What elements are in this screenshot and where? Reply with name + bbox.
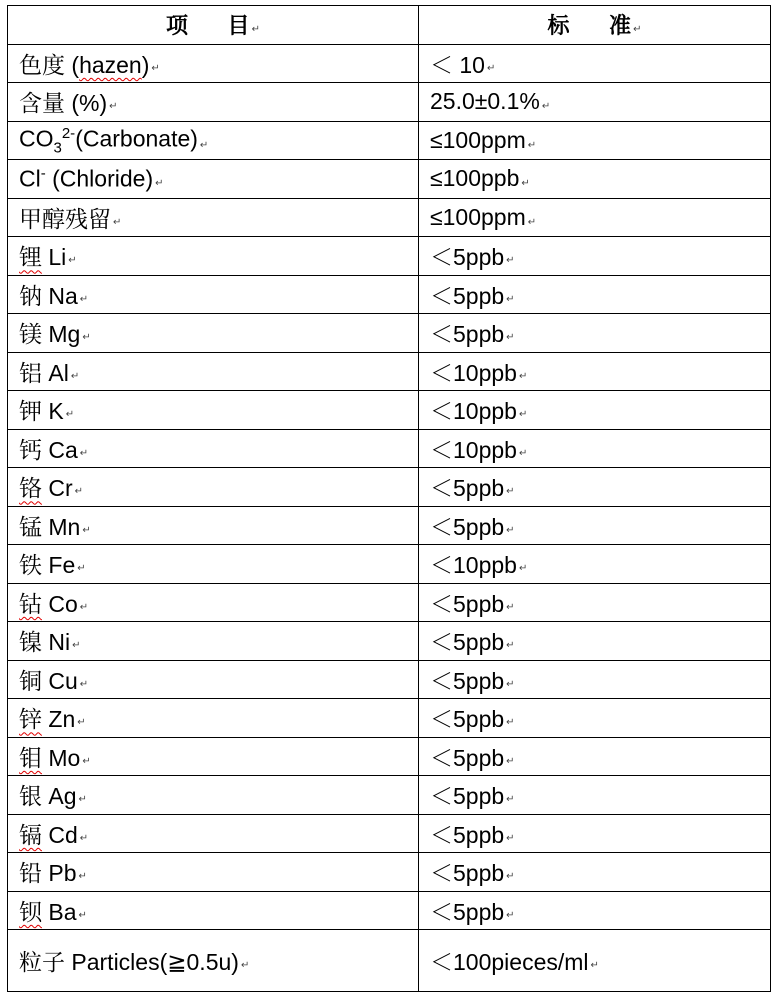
paragraph-mark-icon bbox=[519, 371, 527, 382]
paragraph-mark-icon bbox=[77, 563, 85, 574]
item-label bbox=[19, 663, 78, 696]
paragraph-mark-icon bbox=[519, 563, 527, 574]
standard-cell bbox=[419, 622, 771, 661]
paragraph-mark-icon bbox=[80, 294, 88, 305]
item-cell bbox=[8, 930, 419, 992]
element-name: 铅 bbox=[19, 860, 42, 887]
standard-value: ＜5ppb bbox=[430, 513, 505, 540]
item-label bbox=[19, 817, 78, 850]
item-cell bbox=[8, 892, 419, 931]
item-label bbox=[19, 624, 70, 657]
paragraph-mark-icon bbox=[80, 448, 88, 459]
standard-cell bbox=[419, 83, 771, 122]
standard-value: ＜5ppb bbox=[430, 282, 505, 309]
paragraph-mark-icon bbox=[82, 525, 90, 536]
item-label bbox=[19, 47, 149, 80]
element-name: 锂 bbox=[19, 244, 42, 271]
element-symbol: Ba bbox=[48, 898, 77, 925]
paragraph-mark-icon bbox=[151, 63, 159, 74]
paragraph-mark-icon bbox=[80, 679, 88, 690]
element-name: 镍 bbox=[19, 629, 42, 656]
element-name: 铝 bbox=[19, 359, 42, 386]
standard-value: ＜5ppb bbox=[430, 860, 505, 887]
paragraph-mark-icon bbox=[109, 101, 117, 112]
item-cell bbox=[8, 815, 419, 854]
standard-cell bbox=[419, 584, 771, 623]
standard-cell bbox=[419, 738, 771, 777]
element-name: 钡 bbox=[19, 898, 42, 925]
standard-value: ＜5ppb bbox=[430, 744, 505, 771]
paragraph-mark-icon bbox=[68, 255, 76, 266]
paragraph-mark-icon bbox=[506, 486, 514, 497]
standard-cell bbox=[419, 853, 771, 892]
standard-value: ＜10ppb bbox=[430, 398, 517, 425]
item-cell bbox=[8, 353, 419, 392]
element-symbol: Mn bbox=[48, 513, 81, 540]
item-label bbox=[19, 855, 77, 888]
item-text: 色度 ( bbox=[19, 51, 80, 78]
item-label bbox=[19, 239, 66, 272]
item-cell bbox=[8, 160, 419, 199]
paragraph-mark-icon bbox=[506, 332, 514, 343]
item-text: (Carbonate) bbox=[75, 125, 198, 152]
element-symbol: Li bbox=[48, 244, 67, 271]
item-cell bbox=[8, 122, 419, 161]
element-symbol: Ag bbox=[48, 783, 77, 810]
item-label bbox=[19, 165, 153, 193]
standard-cell bbox=[419, 276, 771, 315]
element-name: 钙 bbox=[19, 436, 42, 463]
item-cell bbox=[8, 622, 419, 661]
item-label: 粒子 Particles(≧0.5u) bbox=[19, 949, 239, 975]
standard-cell bbox=[419, 430, 771, 469]
standard-cell bbox=[419, 353, 771, 392]
paragraph-mark-icon bbox=[506, 717, 514, 728]
paragraph-mark-icon bbox=[506, 871, 514, 882]
element-name: 锰 bbox=[19, 513, 42, 540]
item-cell bbox=[8, 545, 419, 584]
item-label bbox=[19, 701, 75, 734]
item-cell bbox=[8, 468, 419, 507]
element-name: 铜 bbox=[19, 667, 42, 694]
item-label bbox=[19, 586, 78, 619]
standard-cell bbox=[419, 699, 771, 738]
element-symbol: Cu bbox=[48, 667, 78, 694]
standard-cell bbox=[419, 545, 771, 584]
standard-cell bbox=[419, 892, 771, 931]
standard-cell bbox=[419, 815, 771, 854]
paragraph-mark-icon bbox=[155, 178, 163, 189]
standard-cell bbox=[419, 45, 771, 84]
spec-table bbox=[7, 5, 771, 992]
item-label bbox=[19, 509, 80, 542]
paragraph-mark-icon bbox=[77, 717, 85, 728]
element-symbol: Ni bbox=[48, 629, 71, 656]
header-standard-label: 标 准 bbox=[547, 13, 632, 39]
paragraph-mark-icon bbox=[506, 794, 514, 805]
item-cell bbox=[8, 391, 419, 430]
element-name: 钼 bbox=[19, 744, 42, 771]
standard-value: ≤100ppm bbox=[430, 126, 526, 153]
item-label bbox=[19, 432, 78, 465]
paragraph-mark-icon bbox=[80, 833, 88, 844]
item-cell bbox=[8, 83, 419, 122]
paragraph-mark-icon bbox=[506, 640, 514, 651]
standard-value: 25.0±0.1% bbox=[430, 88, 540, 115]
element-name: 镁 bbox=[19, 321, 42, 348]
item-cell bbox=[8, 776, 419, 815]
element-name: 钠 bbox=[19, 282, 42, 309]
header-standard-cell bbox=[419, 6, 771, 45]
paragraph-mark-icon bbox=[252, 24, 260, 35]
item-cell bbox=[8, 276, 419, 315]
item-label bbox=[19, 778, 77, 811]
element-symbol: Co bbox=[48, 590, 78, 617]
item-cell bbox=[8, 661, 419, 700]
paragraph-mark-icon bbox=[528, 217, 536, 228]
item-label bbox=[19, 355, 69, 388]
paragraph-mark-icon bbox=[506, 294, 514, 305]
element-name: 铬 bbox=[19, 475, 42, 502]
spellcheck-word: hazen bbox=[79, 51, 142, 78]
paragraph-mark-icon bbox=[79, 794, 87, 805]
standard-cell bbox=[419, 468, 771, 507]
paragraph-mark-icon bbox=[241, 960, 249, 971]
paragraph-mark-icon bbox=[487, 63, 495, 74]
standard-value: ＜5ppb bbox=[430, 706, 505, 733]
item-cell bbox=[8, 699, 419, 738]
element-symbol: Ca bbox=[48, 436, 78, 463]
paragraph-mark-icon bbox=[519, 448, 527, 459]
item-label bbox=[19, 547, 75, 580]
paragraph-mark-icon bbox=[506, 525, 514, 536]
element-name: 铁 bbox=[19, 552, 42, 579]
formula-text: Cl bbox=[19, 165, 41, 192]
header-item-label: 项 目 bbox=[166, 13, 250, 39]
paragraph-mark-icon bbox=[80, 602, 88, 613]
item-label bbox=[19, 125, 198, 156]
element-name: 钾 bbox=[19, 398, 42, 425]
standard-value: ＜10ppb bbox=[430, 436, 517, 463]
element-name: 钴 bbox=[19, 590, 42, 617]
paragraph-mark-icon bbox=[71, 371, 79, 382]
item-label bbox=[19, 393, 64, 426]
paragraph-mark-icon bbox=[82, 332, 90, 343]
item-cell bbox=[8, 314, 419, 353]
standard-cell bbox=[419, 776, 771, 815]
paragraph-mark-icon bbox=[506, 833, 514, 844]
item-text: ) bbox=[141, 51, 150, 78]
element-symbol: Na bbox=[48, 282, 78, 309]
item-label bbox=[19, 740, 80, 773]
element-name: 镉 bbox=[19, 821, 42, 848]
paragraph-mark-icon bbox=[506, 255, 514, 266]
paragraph-mark-icon bbox=[66, 409, 74, 420]
element-symbol: Al bbox=[48, 359, 69, 386]
standard-value: ≤100ppm bbox=[430, 203, 526, 230]
item-cell bbox=[8, 199, 419, 238]
element-symbol: Fe bbox=[48, 552, 76, 579]
formula-superscript: 2- bbox=[61, 124, 76, 142]
paragraph-mark-icon bbox=[72, 640, 80, 651]
standard-value: ＜5ppb bbox=[430, 244, 505, 271]
paragraph-mark-icon bbox=[113, 217, 121, 228]
standard-cell bbox=[419, 199, 771, 238]
standard-cell bbox=[419, 661, 771, 700]
paragraph-mark-icon bbox=[506, 602, 514, 613]
item-cell bbox=[8, 738, 419, 777]
element-symbol: K bbox=[48, 398, 64, 425]
paragraph-mark-icon bbox=[633, 24, 641, 35]
paragraph-mark-icon bbox=[79, 871, 87, 882]
item-cell bbox=[8, 853, 419, 892]
paragraph-mark-icon bbox=[82, 756, 90, 767]
standard-value: ＜10ppb bbox=[430, 359, 517, 386]
item-label: 含量 (%) bbox=[19, 90, 108, 117]
standard-cell bbox=[419, 507, 771, 546]
element-name: 银 bbox=[19, 783, 42, 810]
formula-text: CO bbox=[19, 125, 54, 152]
paragraph-mark-icon bbox=[506, 910, 514, 921]
paragraph-mark-icon bbox=[79, 910, 87, 921]
formula-subscript: 3 bbox=[53, 138, 62, 156]
standard-value: ＜5ppb bbox=[430, 783, 505, 810]
standard-cell bbox=[419, 391, 771, 430]
element-name: 锌 bbox=[19, 706, 42, 733]
element-symbol: Mo bbox=[48, 744, 81, 771]
header-item-cell bbox=[8, 6, 419, 45]
standard-value: ＜5ppb bbox=[430, 629, 505, 656]
item-cell bbox=[8, 584, 419, 623]
element-symbol: Pb bbox=[48, 860, 77, 887]
element-symbol: Mg bbox=[48, 321, 81, 348]
item-cell bbox=[8, 507, 419, 546]
paragraph-mark-icon bbox=[75, 486, 83, 497]
standard-value: ＜100pieces/ml bbox=[430, 949, 589, 975]
paragraph-mark-icon bbox=[542, 101, 550, 112]
standard-cell bbox=[419, 160, 771, 199]
item-text: (Chloride) bbox=[45, 165, 154, 192]
item-cell bbox=[8, 45, 419, 84]
paragraph-mark-icon bbox=[521, 178, 529, 189]
standard-value: ＜5ppb bbox=[430, 590, 505, 617]
standard-value: ＜5ppb bbox=[430, 667, 505, 694]
item-label bbox=[19, 316, 80, 349]
standard-value: ≤100ppb bbox=[430, 165, 520, 192]
element-symbol: Cr bbox=[48, 475, 73, 502]
standard-cell bbox=[419, 237, 771, 276]
paragraph-mark-icon bbox=[506, 756, 514, 767]
item-label bbox=[19, 470, 73, 503]
standard-value: ＜5ppb bbox=[430, 821, 505, 848]
element-symbol: Cd bbox=[48, 821, 78, 848]
item-label bbox=[19, 278, 78, 311]
standard-cell bbox=[419, 930, 771, 992]
paragraph-mark-icon bbox=[591, 960, 599, 971]
formula-superscript: - bbox=[40, 164, 46, 182]
standard-value: ＜ 10 bbox=[430, 51, 485, 78]
standard-value: ＜5ppb bbox=[430, 898, 505, 925]
paragraph-mark-icon bbox=[528, 140, 536, 151]
paragraph-mark-icon bbox=[506, 679, 514, 690]
element-symbol: Zn bbox=[48, 706, 76, 733]
standard-value: ＜5ppb bbox=[430, 475, 505, 502]
standard-value: ＜5ppb bbox=[430, 321, 505, 348]
paragraph-mark-icon bbox=[200, 140, 208, 151]
standard-cell bbox=[419, 122, 771, 161]
standard-value: ＜10ppb bbox=[430, 552, 517, 579]
item-cell bbox=[8, 430, 419, 469]
item-label: 甲醇残留 bbox=[19, 205, 111, 232]
item-label bbox=[19, 894, 77, 927]
item-cell bbox=[8, 237, 419, 276]
paragraph-mark-icon bbox=[519, 409, 527, 420]
standard-cell bbox=[419, 314, 771, 353]
